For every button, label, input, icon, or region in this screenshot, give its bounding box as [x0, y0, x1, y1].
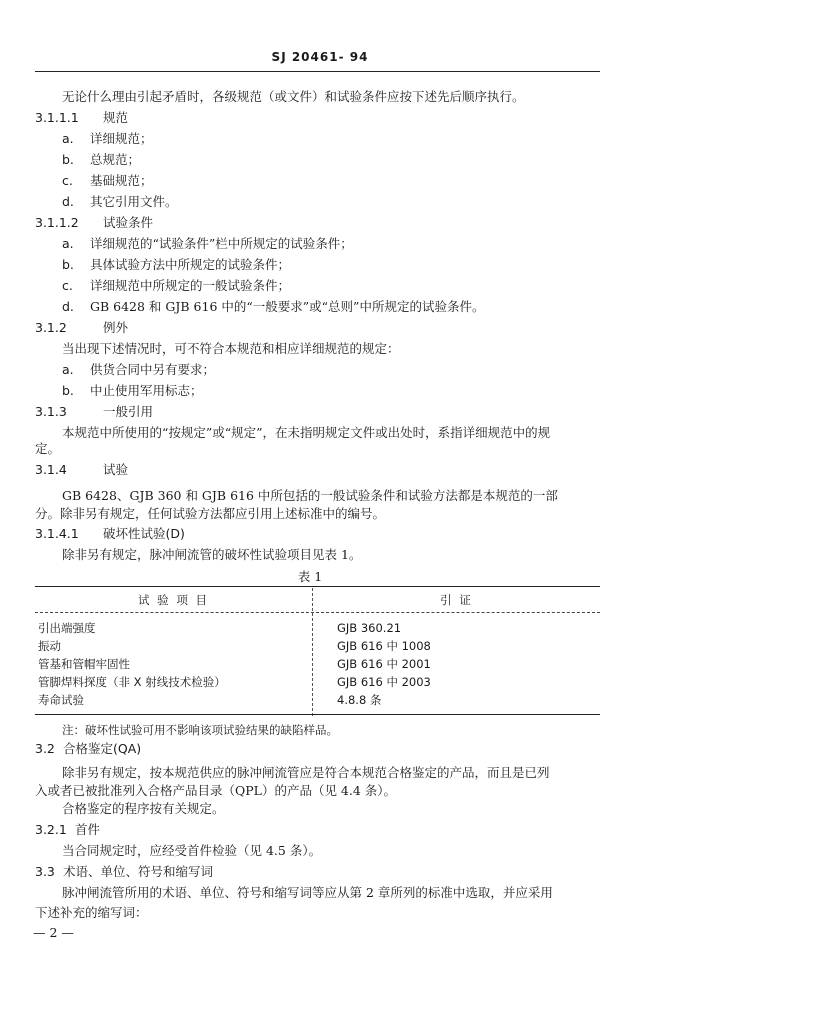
- section-number: 3.1.4.1: [35, 526, 79, 541]
- paragraph: 当合同规定时，应经受首件检验（见 4.5 条）。: [62, 843, 322, 858]
- section-title: 首件: [75, 822, 101, 837]
- paragraph-continuation: 定。: [35, 441, 61, 456]
- paragraph: 除非另有规定，脉冲闸流管的破坏性试验项目见表 1。: [62, 547, 362, 562]
- list-item: [62, 362, 215, 378]
- paragraph: 当出现下述情况时，可不符合本规范和相应详细规范的规定：: [62, 341, 400, 356]
- list-text: 中止使用军用标志；: [90, 383, 203, 398]
- list-marker: a.: [62, 362, 74, 377]
- table-cell: GJB 360.21: [337, 621, 402, 635]
- table-cell: 引出端强度: [38, 621, 96, 635]
- section-title: 试验条件: [103, 215, 154, 230]
- list-item: [62, 152, 140, 168]
- section-3-3: [35, 864, 213, 880]
- paragraph: 合格鉴定的程序按有关规定。: [62, 801, 225, 816]
- table-header-rule: [35, 612, 600, 613]
- table-note: 注：破坏性试验可用不影响该项试验结果的缺陷样品。: [62, 723, 338, 737]
- table-cell: 振动: [38, 639, 61, 653]
- page-number: — 2 —: [33, 925, 74, 940]
- table-title: 表 1: [297, 569, 323, 584]
- list-text: 详细规范；: [90, 131, 153, 146]
- list-marker: b.: [62, 257, 74, 272]
- section-number: 3.1.2: [35, 320, 67, 335]
- section-title: 合格鉴定(QA): [63, 741, 142, 756]
- list-item: [62, 173, 153, 189]
- section-title: 例外: [103, 320, 129, 335]
- section-number: 3.1.1.2: [35, 215, 79, 230]
- paragraph: 脉冲闸流管所用的术语、单位、符号和缩写词等应从第 2 章所列的标准中选取，并应采用: [62, 885, 553, 900]
- section-number: 3.1.4: [35, 462, 67, 477]
- section-title: 一般引用: [103, 404, 154, 419]
- list-text: 基础规范；: [90, 173, 153, 188]
- section-title: 破坏性试验(D): [103, 526, 185, 541]
- document-code-header: SJ 20461- 94: [271, 50, 369, 64]
- section-number: 3.2.1: [35, 822, 67, 837]
- list-marker: d.: [62, 194, 74, 209]
- list-marker: c.: [62, 173, 73, 188]
- paragraph-continuation: 分。除非另有规定，任何试验方法都应引用上述标准中的编号。: [35, 506, 386, 521]
- section-number: 3.3: [35, 864, 55, 879]
- table-cell: 寿命试验: [38, 693, 84, 707]
- table-cell: 管基和管帽牢固性: [38, 657, 130, 671]
- list-item: [62, 278, 290, 294]
- list-marker: b.: [62, 383, 74, 398]
- paragraph-continuation: 入或者已被批准列入合格产品目录（QPL）的产品（见 4.4 条）。: [35, 783, 397, 798]
- list-item: [62, 383, 203, 399]
- table-cell: 管脚焊料探度（非 X 射线技术检验）: [38, 675, 226, 689]
- paragraph: 本规范中所使用的“按规定”或“规定”，在未指明规定文件或出处时，系指详细规范中的规: [62, 425, 551, 440]
- list-text: 总规范；: [90, 152, 141, 167]
- paragraph: GB 6428、GJB 360 和 GJB 616 中所包括的一般试验条件和试验方法都是本规范的一部: [62, 488, 558, 503]
- intro-paragraph: 无论什么理由引起矛盾时，各级规范（或文件）和试验条件应按下述先后顺序执行。: [62, 89, 525, 104]
- paragraph: 除非另有规定，按本规范供应的脉冲闸流管应是符合本规范合格鉴定的产品，而且是已列: [62, 765, 550, 780]
- list-marker: a.: [62, 131, 74, 146]
- list-item: [62, 257, 290, 273]
- list-marker: b.: [62, 152, 74, 167]
- section-3-1-3: [35, 404, 153, 420]
- section-title: 术语、单位、符号和缩写词: [63, 864, 214, 879]
- table-cell: 4.8.8 条: [337, 693, 382, 707]
- list-item: [62, 131, 153, 147]
- table-bottom-rule: [35, 714, 600, 715]
- section-3-2-1: [35, 822, 100, 838]
- list-item: [62, 236, 353, 252]
- section-3-1-4: [35, 462, 128, 478]
- list-text: 详细规范中所规定的一般试验条件；: [90, 278, 291, 293]
- list-item: [62, 194, 178, 210]
- section-3-1-1-2: [35, 215, 153, 231]
- header-rule: [35, 71, 600, 72]
- list-text: 具体试验方法中所规定的试验条件；: [90, 257, 291, 272]
- list-marker: a.: [62, 236, 74, 251]
- section-number: 3.1.1.1: [35, 110, 79, 125]
- paragraph-continuation: 下述补充的缩写词：: [35, 905, 148, 920]
- table-column-divider: [312, 588, 313, 716]
- list-text: 供货合同中另有要求；: [90, 362, 216, 377]
- list-text: GB 6428 和 GJB 616 中的“一般要求”或“总则”中所规定的试验条件。: [90, 299, 485, 314]
- list-text: 详细规范的“试验条件”栏中所规定的试验条件；: [90, 236, 353, 251]
- table-top-rule: [35, 586, 600, 587]
- section-title: 试验: [103, 462, 129, 477]
- table-cell: GJB 616 中 2001: [337, 657, 431, 671]
- section-3-2: [35, 741, 141, 757]
- list-text: 其它引用文件。: [90, 194, 178, 209]
- table-header-reference: 引 证: [440, 593, 473, 607]
- table-cell: GJB 616 中 1008: [337, 639, 431, 653]
- section-3-1-1-1: [35, 110, 128, 126]
- section-number: 3.2: [35, 741, 55, 756]
- section-title: 规范: [103, 110, 129, 125]
- table-header-item: 试 验 项 目: [138, 593, 209, 607]
- section-3-1-2: [35, 320, 128, 336]
- list-marker: d.: [62, 299, 74, 314]
- section-3-1-4-1: [35, 526, 185, 542]
- list-marker: c.: [62, 278, 73, 293]
- list-item: [62, 299, 484, 315]
- table-cell: GJB 616 中 2003: [337, 675, 431, 689]
- section-number: 3.1.3: [35, 404, 67, 419]
